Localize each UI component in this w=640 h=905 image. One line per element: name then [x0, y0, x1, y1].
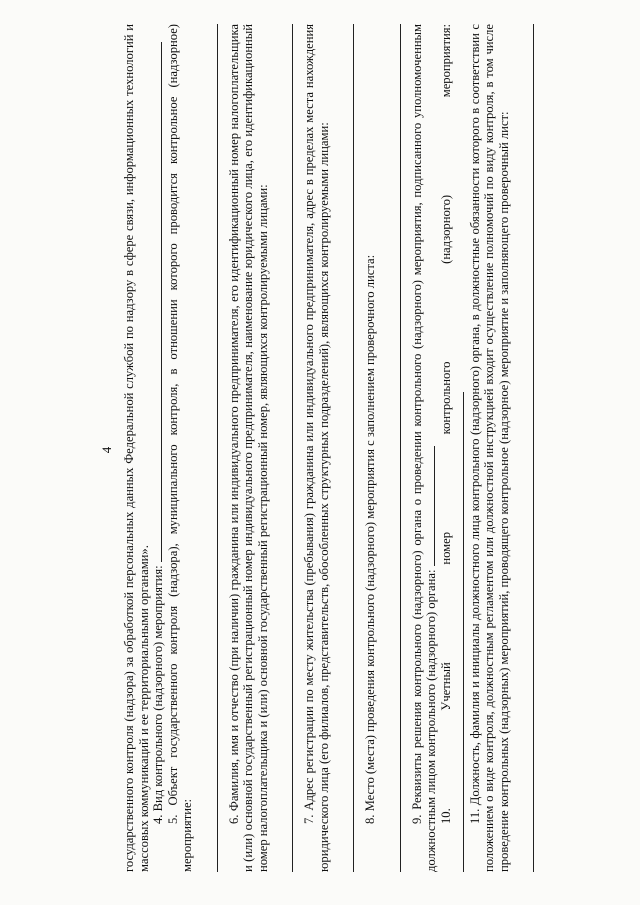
item-5-label: 5. Объект государственного контроля (надзора), муниципального контроля, в отношении которого проводится контрольное (надзорное) мероприятие:: [165, 24, 194, 872]
continuation-paragraph: государственного контроля (надзора) за обработкой персональных данных Федеральной службой по надзору в сфере связи, информационных технологий и массовых коммуникаций и ее территориальными органами».: [122, 24, 151, 872]
document-body: [122, 24, 537, 872]
item-6-fill-line[interactable]: [270, 24, 293, 872]
item-5-fill-line[interactable]: [195, 24, 218, 872]
item-7-fill-line[interactable]: [331, 24, 354, 872]
item-6-label: 6. Фамилия, имя и отчество (при наличии) гражданина или индивидуального предпринимателя, его идентификационный номер налогоплательщика и (или) основной государственный регистрационный номер индивидуального предпринимателя, наименование юридического лица, его идентификационный номер налогоплательщика и (или) основной государственный регистрационный номер, являющихся контролируемыми лицами:: [226, 24, 270, 872]
item-10-label: 10. Учетный номер контрольного (надзорного) мероприятия:: [439, 24, 468, 872]
item-4-fill-line[interactable]: [151, 42, 162, 562]
item-4-label: 4. Вид контрольного (надзорного) мероприятия:: [151, 24, 166, 872]
item-11-label: 11. Должность, фамилия и инициалы должностного лица контрольного (надзорного) органа, в должностные обязанности которого в соответствии с положением о виде контроля, должностным регламентом или должностной инструкцией входит осуществление полномочий по виду контроля, в том числе проведение контрольных (надзорных) мероприятий, проводящего контрольное (надзорное) мероприятие и заполняющего проверочный лист:: [467, 24, 511, 872]
item-9-fill-line[interactable]: [424, 446, 435, 566]
item-8-fill-line[interactable]: [378, 24, 401, 872]
item-7-label: 7. Адрес регистрации по месту жительства (пребывания) гражданина или индивидуального предпринимателя, адрес в пределах места нахождения юридического лица (его филиалов, представительств, обособленных структурных подразделений), являющихся контролируемыми лицами:: [302, 24, 331, 872]
document-page: [100, 20, 530, 880]
item-8-label: 8. Место (места) проведения контрольного (надзорного) мероприятия с заполнением проверочного листа:: [363, 254, 377, 824]
item-11-fill-line[interactable]: [511, 24, 534, 872]
item-9-label: 9. Реквизиты решения контрольного (надзорного) органа о проведении контрольного (надзорного) мероприятия, подписанного уполномоченным должностным лицом контрольного (надзорного) органа:: [409, 24, 438, 872]
page-number: 4: [99, 446, 114, 454]
item-10-fill-line[interactable]: [453, 392, 464, 872]
